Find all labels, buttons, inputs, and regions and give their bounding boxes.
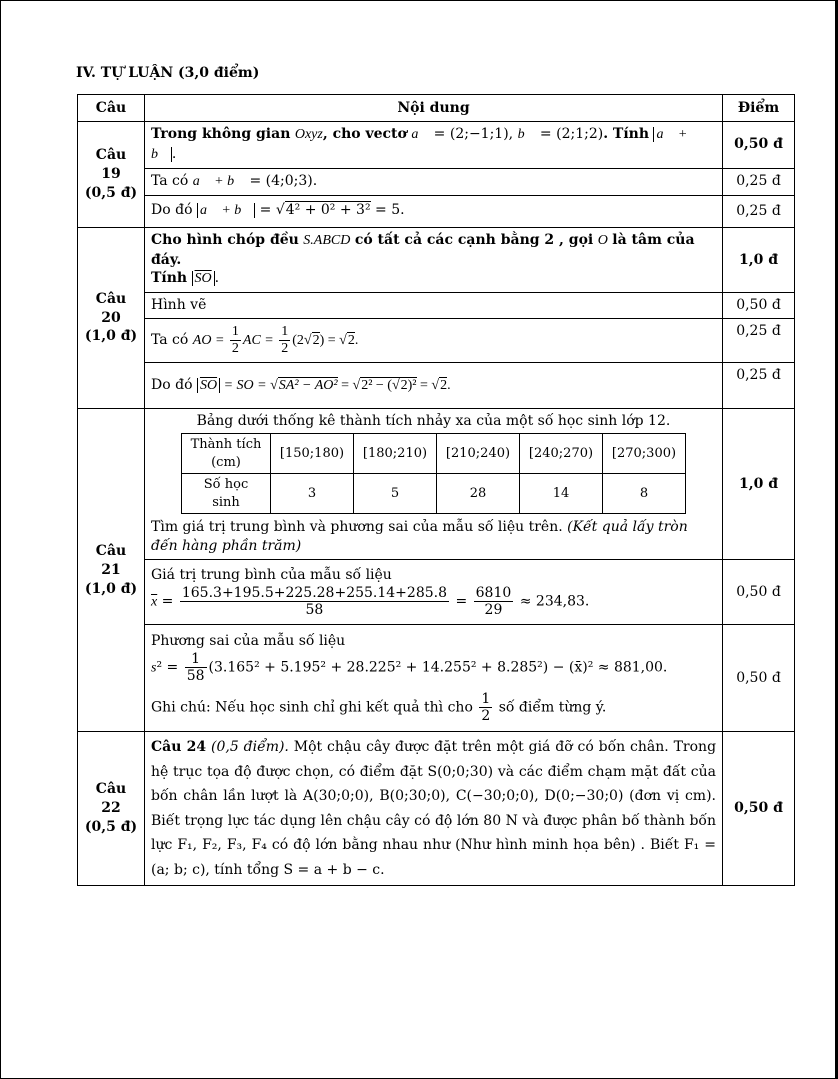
q19-row-step2 [78, 195, 795, 227]
q22-c24-points: (0,5 điểm). [211, 739, 289, 756]
q19-points-1: 0,25 đ [723, 168, 795, 195]
q21-note: Ghi chú: Nếu học sinh chỉ ghi kết quả thì cho $\frac{1}{2}$ số điểm từng ý. [151, 690, 607, 724]
q21-count-5: 8 [603, 474, 686, 514]
q21-variance [145, 625, 723, 732]
q19-vec-a-symbol: a⃗ [411, 127, 430, 142]
q19-points: (0,5 đ) [84, 184, 138, 201]
q22-label-cell [78, 732, 145, 886]
q20-prompt-text: Cho hình chóp đều [151, 231, 299, 248]
answer-table [77, 94, 795, 886]
q21-row2-label: Số học sinh [182, 474, 271, 514]
q20-label: Câu 20 [95, 290, 127, 326]
q20-tinh: Tính [151, 270, 188, 287]
q20-row-step1 [78, 319, 795, 363]
q21-count-2: 5 [354, 474, 437, 514]
q21-count-4: 14 [520, 474, 603, 514]
q21-var-formula: s² = $\frac{1}{58}$ (3.165² + 5.195² + 28.225² + 14.255² + 8.285²) − (x̄)² ≈ 881,00. [151, 651, 668, 685]
q21-mean-formula: $\overline{x}$ = $\frac{165.3+195.5+225.28+255.14+285.8}{58}$ = $\frac{6810}{29}$ ≈ 234,83. [151, 584, 590, 619]
q20-pyramid: S.ABCD [303, 232, 351, 248]
q20-prompt-text3: là tâm của đáy. [151, 231, 695, 268]
q22-points-main: 0,50 đ [723, 732, 795, 886]
q21-stat-row-classes [182, 434, 686, 474]
q20-points: (1,0 đ) [84, 328, 138, 345]
q20-o: O [597, 232, 608, 248]
q21-class-1: [150;180) [271, 434, 354, 474]
q19-tinh: . Tính [603, 126, 650, 142]
q19-step1 [145, 168, 723, 195]
q22-label: Câu 22 [95, 781, 127, 817]
q21-note-pre: Ghi chú: Nếu học sinh chỉ ghi kết quả thì cho [151, 699, 473, 716]
section-heading: IV. TỰ LUẬN (3,0 điểm) [76, 65, 260, 81]
q19-step2-sqrt: 4² + 0² + 3² [285, 202, 371, 219]
q21-label: Câu 21 [95, 542, 127, 578]
q19-points-2: 0,25 đ [723, 195, 795, 227]
q21-var-body: (3.165² + 5.195² + 28.225² + 14.255² + 8.285²) − (x̄)² ≈ 881,00. [208, 659, 668, 676]
q19-label: Câu 19 [95, 147, 127, 182]
q19-step1-pre: Ta có [151, 172, 189, 189]
q21-points-1: 0,50 đ [723, 560, 795, 625]
q21-task [151, 518, 716, 556]
q20-row-hinhve [78, 293, 795, 319]
q21-points-2: 0,50 đ [723, 625, 795, 732]
q21-row-mean [78, 560, 795, 625]
q20-abs-so: $\overline{SO}$ [192, 271, 215, 286]
q21-stat-row-counts [182, 474, 686, 514]
q19-step2-abs: a⃗ + b⃗ [197, 203, 255, 218]
q20-points-main: 1,0 đ [723, 227, 795, 293]
q21-task-note: (Kết quả lấy tròn đến hàng phần trăm) [151, 519, 688, 555]
q21-stat-table [181, 433, 686, 514]
q21-intro: Bảng dưới thống kê thành tích nhảy xa của một số học sinh lớp 12. [196, 413, 671, 430]
q21-mean-num: 165.3+195.5+225.28+255.14+285.8 [181, 584, 447, 601]
q21-label-cell [78, 409, 145, 732]
q21-points-main: 1,0 đ [723, 409, 795, 560]
q19-step2-end: = 5. [375, 202, 405, 219]
q19-step1-expr: a⃗ + b⃗ [192, 173, 246, 189]
q19-vec-a: = (2;−1;1) [433, 126, 509, 142]
q20-prompt-text2: có tất cả các cạnh bằng 2 , gọi [354, 231, 594, 248]
q21-class-5: [270;300) [603, 434, 686, 474]
q21-mean-title: Giá trị trung bình của mẫu số liệu [151, 567, 392, 584]
q19-space: Oxyz [294, 127, 323, 142]
q19-row-prompt [78, 122, 795, 169]
table-header-row [78, 95, 795, 122]
header-cau: Câu [78, 95, 145, 122]
q20-points-2: 0,25 đ [723, 319, 795, 363]
q22-c24: Câu 24 [151, 739, 207, 756]
q20-step1 [145, 319, 723, 363]
q19-vec-b: = (2;1;2) [539, 126, 604, 142]
q20-label-cell [78, 227, 145, 409]
q19-row-step1 [78, 168, 795, 195]
header-diem: Điểm [723, 95, 795, 122]
q19-points-main: 0,50 đ [723, 122, 795, 169]
q20-step1-pre: Ta có [151, 331, 189, 348]
q21-mean-frac1 [180, 585, 449, 618]
q19-label-cell [78, 122, 145, 228]
q20-points-1: 0,50 đ [723, 293, 795, 319]
q22-content [145, 732, 723, 886]
q21-var-title: Phương sai của mẫu số liệu [151, 633, 346, 650]
q21-prompt [145, 409, 723, 560]
q20-step1-math: AO = $\frac{1}{2}$ AC = $\frac{1}{2}$ (2√2) = √2. [192, 324, 359, 357]
q21-class-4: [240;270) [520, 434, 603, 474]
q20-prompt: Cho hình chóp đều S.ABCD có tất cả các cạnh bằng 2 , gọi O là tâm của đáy. Tính $\overline{SO}$ . [145, 227, 723, 293]
q21-note-post: số điểm từng ý. [498, 699, 607, 716]
q19-step1-val: = (4;0;3). [249, 172, 318, 189]
q22-row [78, 732, 795, 886]
q19-vec-b-symbol: b⃗ [517, 127, 536, 142]
q19-prompt-text2: , cho vectơ [322, 126, 407, 142]
q21-mean-result: ≈ 234,83. [519, 593, 590, 610]
q20-step2-math: $\overline{SO}$ = SO = √SA² − AO² = √2² − (√2)² = √2. [197, 377, 451, 393]
q21-count-1: 3 [271, 474, 354, 514]
q21-mean [145, 560, 723, 625]
q21-points: (1,0 đ) [84, 580, 138, 597]
q21-row-prompt [78, 409, 795, 560]
header-noidung: Nội dung [145, 95, 723, 122]
q19-step2: Do đó a⃗ + b⃗ = √4² + 0² + 3² = 5. [145, 195, 723, 227]
q19-step2-pre: Do đó [151, 202, 193, 219]
q22-text: Một chậu cây được đặt trên một giá đỡ có bốn chân. Trong hệ trục tọa độ được chọn, có điểm đặt S(0;0;30) và các điểm chạm mặt đất của bốn chân lần lượt là A(30;0;0), B(0;30;0), C(−30;0;0), D(0;−30;0) (đơn vị cm). Biết trọng lực tác dụng lên chậu cây có độ lớn 80 N và được phân bố thành bốn lực F₁, F₂, F₃, F₄ có độ lớn bằng nhau như (Như hình minh họa bên) . Biết F₁ = (a; b; c), tính tổng S = a + b − c. [151, 739, 717, 878]
q19-prompt-text: Trong không gian [151, 126, 291, 142]
q21-row-variance [78, 625, 795, 732]
q22-points: (0,5 đ) [84, 819, 138, 836]
q20-row-prompt [78, 227, 795, 293]
q21-class-2: [180;210) [354, 434, 437, 474]
q21-class-3: [210;240) [437, 434, 520, 474]
q21-mean-den2: 29 [484, 602, 503, 619]
q20-row-step2 [78, 363, 795, 409]
q21-count-3: 28 [437, 474, 520, 514]
q19-prompt: Trong không gian Oxyz, cho vectơ a⃗ = (2;−1;1), b⃗ = (2;1;2). Tính a⃗ + b⃗ . [145, 122, 723, 169]
q21-mean-num2: 6810 [475, 584, 512, 601]
q20-step2-pre: Do đó [151, 376, 193, 393]
q20-points-3: 0,25 đ [723, 363, 795, 409]
q19-abs-expression: a⃗ + b⃗ [151, 127, 688, 162]
q21-row1-label: Thành tích (cm) [182, 434, 271, 474]
q21-mean-frac2 [474, 585, 514, 618]
q21-mean-den: 58 [305, 602, 324, 619]
q21-task-text: Tìm giá trị trung bình và phương sai của mẫu số liệu trên. [151, 519, 563, 536]
q20-step2 [145, 363, 723, 409]
q20-hinhve: Hình vẽ [145, 293, 723, 319]
